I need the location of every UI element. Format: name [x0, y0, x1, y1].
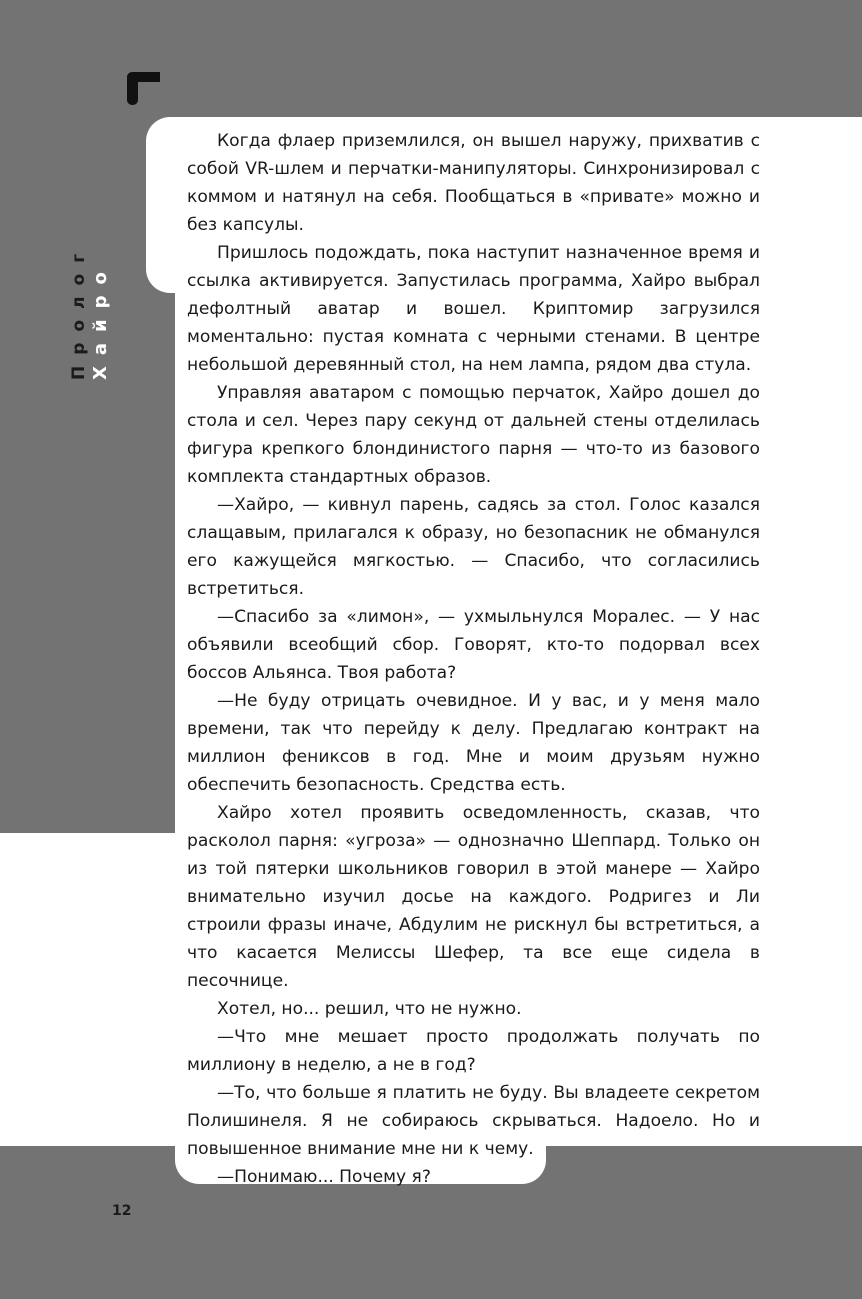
paragraph: —Хайро, — кивнул парень, садясь за стол. Голос казался слащавым, прилагался к образу, но безопасник не обманулся его кажущейся мягкостью. — Спасибо, что согласились встретиться. — [187, 495, 760, 599]
page-body-text — [187, 127, 760, 1191]
paragraph: Пришлось подождать, пока наступит назначенное время и ссылка активируется. Запустилась программа, Хайро выбрал дефолтный аватар и вошел. Криптомир загрузился моментально: пустая комната с черными стенами. В центре небольшой деревянный стол, на нем лампа, рядом два стула. — [187, 243, 760, 375]
page-number: 12 — [112, 1203, 132, 1219]
paragraph: Хотел, но... решил, что не нужно. — [217, 999, 522, 1019]
paragraph: Когда флаер приземлился, он вышел наружу, прихватив с собой VR-шлем и перчатки-манипуляторы. Синхронизировал с коммом и натянул на себя. Пообщаться в «привате» можно и без капсулы. — [187, 131, 760, 235]
paragraph: —Спасибо за «лимон», — ухмыльнулся Моралес. — У нас объявили всеобщий сбор. Говорят, кто-то подорвал всех боссов Альянса. Твоя работа? — [187, 607, 760, 683]
paragraph: Хайро хотел проявить осведомленность, сказав, что расколол парня: «угроза» — однозначно Шеппард. Только он из той пятерки школьников говорил в этой манере — Хайро внимательно изучил досье на каждого. Родригез и Ли строили фразы иначе, Абдулим не рискнул бы встретиться, а что касается Мелиссы Шефер, та все еще сидела в песочнице. — [187, 803, 760, 991]
chapter-label: Пролог — [69, 242, 89, 380]
paragraph: —Понимаю... Почему я? — [217, 1167, 431, 1187]
paragraph: —Что мне мешает просто продолжать получать по миллиону в неделю, а не в год? — [187, 1027, 760, 1075]
paragraph: Управляя аватаром с помощью перчаток, Хайро дошел до стола и сел. Через пару секунд от дальней стены отделилась фигура крепкого блондинистого парня — что-то из базового комплекта стандартных образов. — [187, 383, 760, 487]
corner-bracket-icon — [127, 72, 160, 105]
background-left — [0, 0, 175, 833]
chapter-character-name: Хайро — [90, 261, 111, 380]
paragraph: —То, что больше я платить не буду. Вы владеете секретом Полишинеля. Я не собираюсь скрываться. Надоело. Но и повышенное внимание мне ни к чему. — [187, 1083, 760, 1159]
chapter-sidebar — [68, 243, 112, 380]
paragraph: —Не буду отрицать очевидное. И у вас, и у меня мало времени, так что перейду к делу. Предлагаю контракт на миллион фениксов в год. Мне и моим друзьям нужно обеспечить безопасность. Средства есть. — [187, 691, 760, 795]
